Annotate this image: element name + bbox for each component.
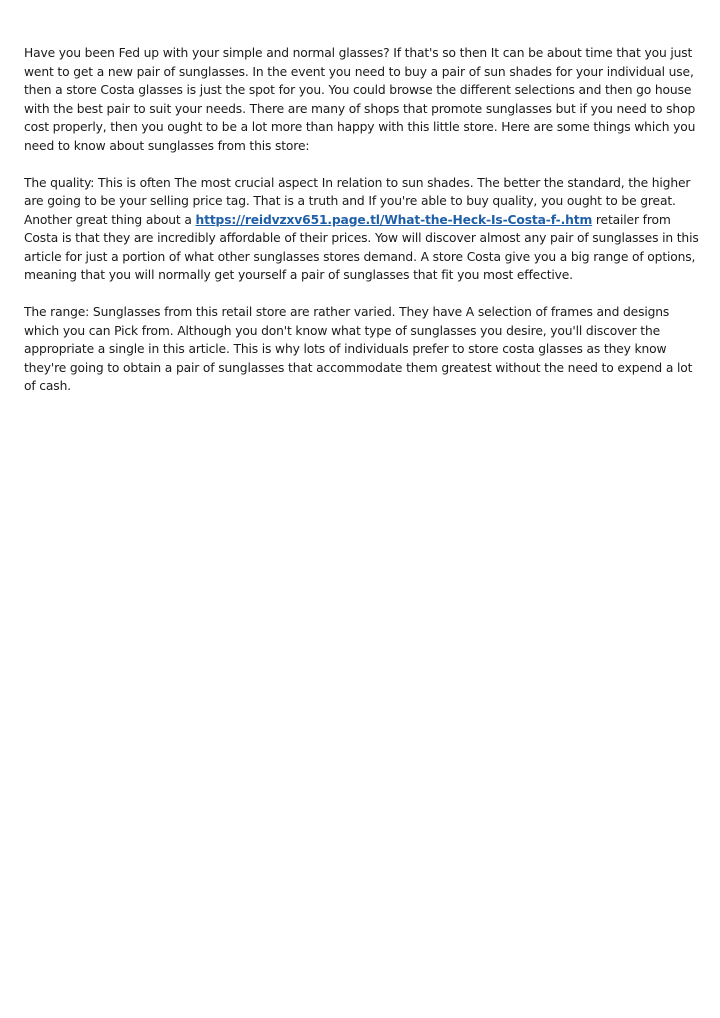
store-link[interactable]: https://reidvzxv651.page.tl/What-the-Heck-Is-Costa-f-.htm bbox=[195, 212, 593, 227]
paragraph-quality-text-before: The quality: This is often The most crucial aspect In relation to sun shades. The better the standard, the higher are going to be your selling price tag. That is a truth and If you're able to buy quality, you ought to be great. Another great thing about a bbox=[24, 175, 691, 227]
paragraph-intro: Have you been Fed up with your simple and normal glasses? If that's so then It can be about time that you just went to get a new pair of sunglasses. In the event you need to buy a pair of sun shades for your individual use, then a store Costa glasses is just the spot for you. You could browse the different selections and then go house with the best pair to suit your needs. There are many of shops that promote sunglasses but if you need to shop cost properly, then you ought to be a lot more than happy with this little store. Here are some things which you need to know about sunglasses from this store: bbox=[24, 46, 696, 153]
document-body bbox=[24, 44, 700, 414]
paragraph-range: The range: Sunglasses from this retail store are rather varied. They have A selection of frames and designs which you can Pick from. Although you don't know what type of sunglasses you desire, you'll discover the appropriate a single in this article. This is why lots of individuals prefer to store costa glasses as they know they're going to obtain a pair of sunglasses that accommodate them greatest without the need to expend a lot of cash. bbox=[24, 305, 693, 393]
paragraph-quality-text-after: retailer from Costa is that they are incredibly affordable of their prices. Yow will discover almost any pair of sunglasses in this article for just a portion of what other sunglasses stores demand. A store Costa give you a big range of options, meaning that you will normally get yourself a pair of sunglasses that fit you most effective. bbox=[24, 212, 699, 282]
paragraph-quality bbox=[24, 174, 700, 285]
